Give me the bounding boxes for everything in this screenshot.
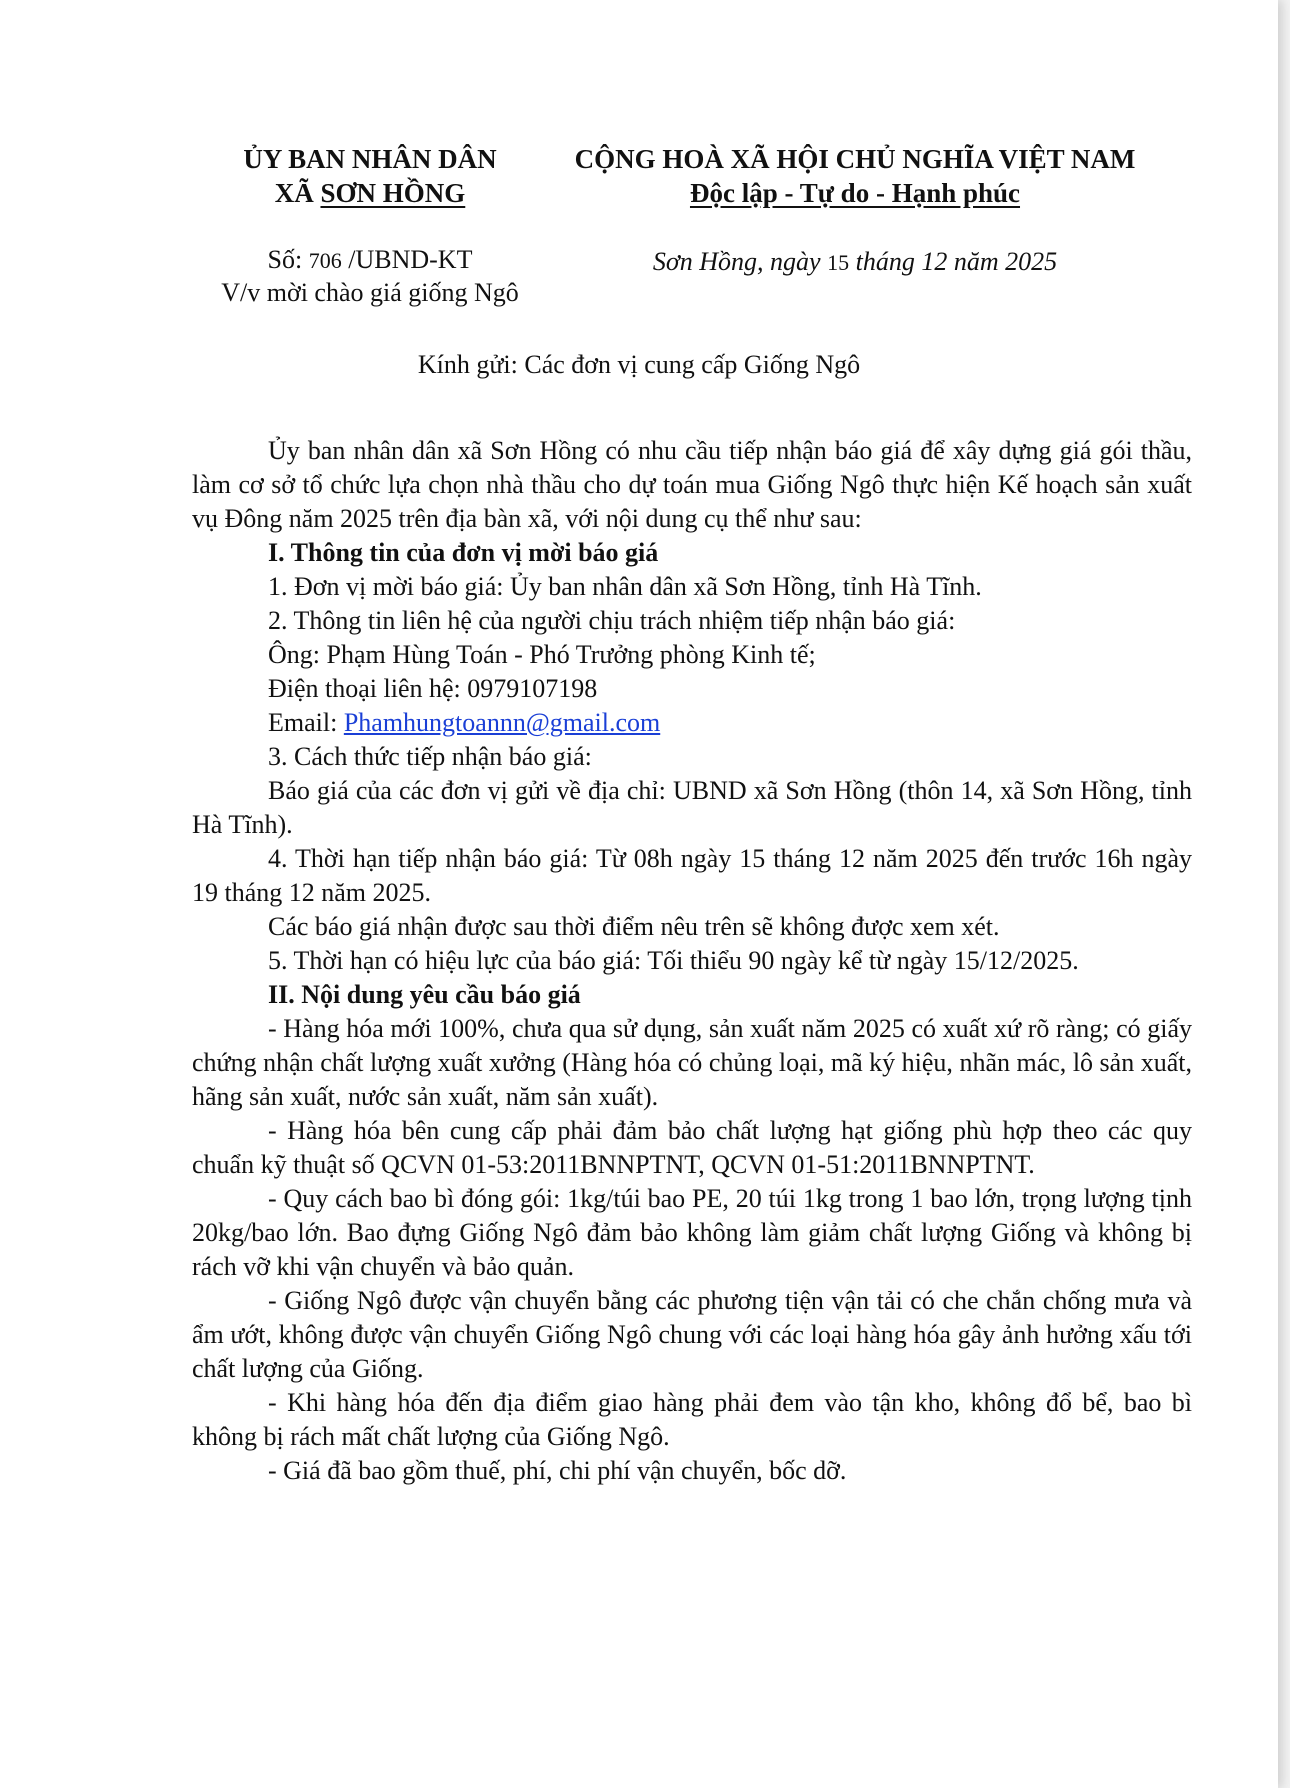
section1-item2: 2. Thông tin liên hệ của người chịu trách nhiệm tiếp nhận báo giá: [268, 606, 956, 635]
date-day-handwritten: 15 [827, 250, 850, 275]
section1-title: I. Thông tin của đơn vị mời báo giá [268, 538, 659, 567]
email-label: Email: [268, 708, 344, 737]
document-number [205, 244, 535, 277]
intro-paragraph: Ủy ban nhân dân xã Sơn Hồng có nhu cầu tiếp nhận báo giá để xây dựng giá gói thầu, làm cơ sở tổ chức lựa chọn nhà thầu cho dự toán mua Giống Ngô thực hiện Kế hoạch sản xuất vụ Đông năm 2025 trên địa bàn xã, với nội dung cụ thể như sau: [192, 436, 1192, 533]
section1-item1: 1. Đơn vị mời báo giá: Ủy ban nhân dân xã Sơn Hồng, tỉnh Hà Tĩnh. [268, 572, 982, 601]
email-link[interactable]: Phamhungtoannn@gmail.com [343, 708, 661, 737]
requirement-item: - Giống Ngô được vận chuyển bằng các phương tiện vận tải có che chắn chống mưa và ẩm ướt, không được vận chuyển Giống Ngô chung với các loại hàng hóa gây ảnh hưởng xấu tới chất lượng của Giống. [192, 1286, 1192, 1383]
national-title-block [555, 142, 1155, 279]
org-name-underlined: SƠN HỒNG [320, 178, 466, 208]
number-handwritten: 706 [308, 248, 342, 273]
section1-item3: 3. Cách thức tiếp nhận báo giá: [268, 742, 592, 771]
issuing-authority-block [205, 142, 535, 309]
number-suffix: /UBND-KT [348, 245, 473, 274]
document-subject: V/v mời chào giá giống Ngô [221, 278, 519, 307]
section1-item3-detail: Báo giá của các đơn vị gửi về địa chỉ: UBND xã Sơn Hồng (thôn 14, xã Sơn Hồng, tỉnh Hà Tĩnh). [192, 776, 1192, 839]
date-prefix: Sơn Hồng, ngày [652, 247, 821, 276]
nation-motto [555, 176, 1155, 210]
date-suffix: tháng 12 năm 2025 [855, 247, 1058, 276]
contact-email [192, 706, 1192, 740]
nation-motto-text: Độc lập - Tự do - Hạnh phúc [689, 178, 1021, 208]
number-prefix: Số: [267, 245, 303, 274]
requirement-item: - Hàng hóa bên cung cấp phải đảm bảo chất lượng hạt giống phù hợp theo các quy chuẩn kỹ thuật số QCVN 01-53:2011BNNPTNT, QCVN 01-51:2011BNNPTNT. [192, 1116, 1192, 1179]
org-name-line2 [205, 176, 535, 210]
requirement-item: - Quy cách bao bì đóng gói: 1kg/túi bao PE, 20 túi 1kg trong 1 bao lớn, trọng lượng tịnh 20kg/bao lớn. Bao đựng Giống Ngô đảm bảo không làm giảm chất lượng Giống và không bị rách vỡ khi vận chuyển và bảo quản. [192, 1184, 1192, 1281]
contact-name: Ông: Phạm Hùng Toán - Phó Trưởng phòng Kinh tế; [268, 640, 816, 669]
section2-title: II. Nội dung yêu cầu báo giá [268, 980, 581, 1009]
document-header [0, 142, 1278, 322]
org-name-line1: ỦY BAN NHÂN DÂN [243, 144, 497, 174]
nation-title: CỘNG HOÀ XÃ HỘI CHỦ NGHĨA VIỆT NAM [574, 144, 1136, 174]
section1-item4-note: Các báo giá nhận được sau thời điểm nêu trên sẽ không được xem xét. [268, 912, 1000, 941]
requirement-item: - Giá đã bao gồm thuế, phí, chi phí vận chuyển, bốc dỡ. [268, 1456, 847, 1485]
document-body [192, 434, 1192, 1488]
greeting: Kính gửi: Các đơn vị cung cấp Giống Ngô [417, 350, 861, 379]
section1-item5: 5. Thời hạn có hiệu lực của báo giá: Tối thiểu 90 ngày kể từ ngày 15/12/2025. [268, 946, 1079, 975]
org-name-prefix: XÃ [274, 178, 321, 208]
requirement-item: - Khi hàng hóa đến địa điểm giao hàng phải đem vào tận kho, không đổ bể, bao bì không bị rách mất chất lượng của Giống Ngô. [192, 1388, 1192, 1451]
requirement-item: - Hàng hóa mới 100%, chưa qua sử dụng, sản xuất năm 2025 có xuất xứ rõ ràng; có giấy chứng nhận chất lượng xuất xưởng (Hàng hóa có chủng loại, mã ký hiệu, nhãn mác, lô sản xuất, hãng sản xuất, nước sản xuất, năm sản xuất). [192, 1014, 1192, 1111]
document-date [555, 246, 1155, 279]
contact-phone: Điện thoại liên hệ: 0979107198 [268, 674, 598, 703]
section1-item4: 4. Thời hạn tiếp nhận báo giá: Từ 08h ngày 15 tháng 12 năm 2025 đến trước 16h ngày 19 tháng 12 năm 2025. [192, 844, 1192, 907]
